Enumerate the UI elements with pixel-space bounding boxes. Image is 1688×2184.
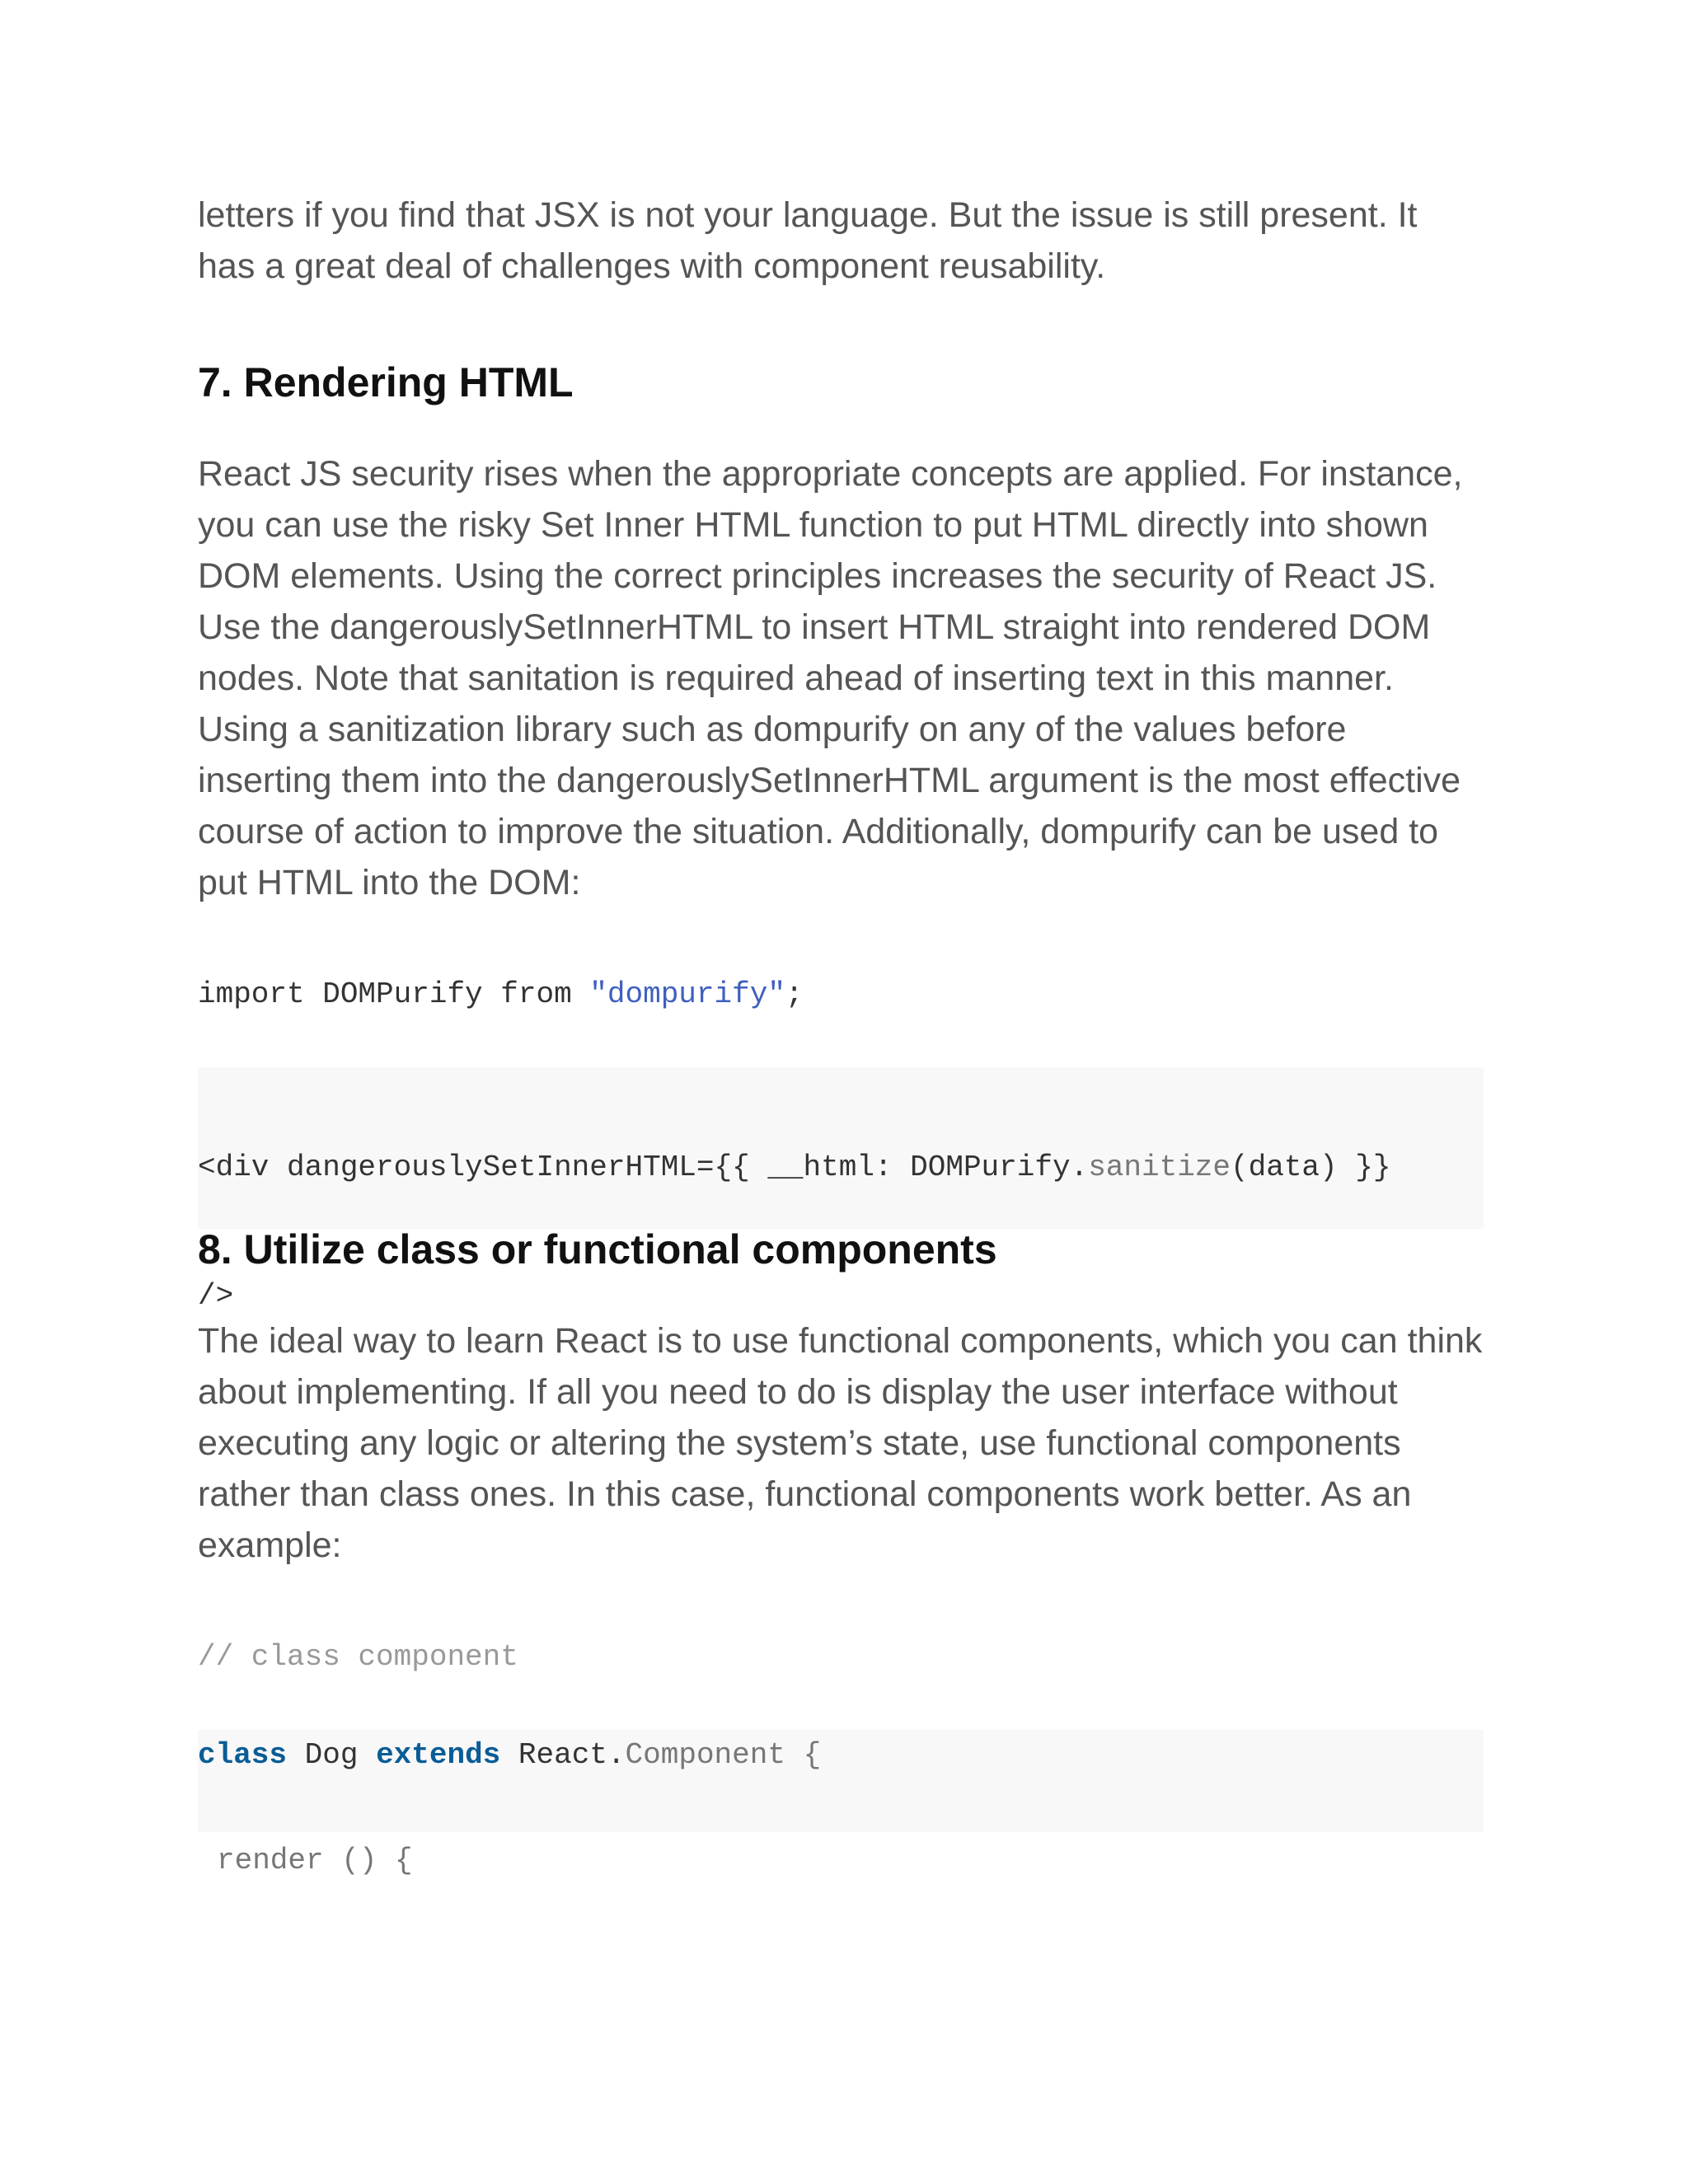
section-8-heading: 8. Utilize class or functional components: [198, 1226, 997, 1272]
code-div-line-1: [198, 1143, 1484, 1193]
code-import-line: [198, 966, 1484, 1024]
code-render-line: render () {: [217, 1844, 413, 1877]
code-div-line-2: />: [198, 1279, 234, 1313]
code-class-line: [198, 1730, 1484, 1832]
section-8-paragraph: The ideal way to learn React is to use functional components, which you can think about implementing. If all you need to do is display the user interface without executing any logic or altering the system’s state, use functional components rather than class ones. In this case, functional components work better. As an example:: [198, 1321, 1483, 1565]
code-div-args: (data) }}: [1231, 1151, 1391, 1184]
code-comment-line: // class component: [198, 1640, 518, 1674]
article-content: [198, 190, 1484, 1890]
code-keyword-class: class: [198, 1738, 288, 1772]
intro-paragraph: letters if you find that JSX is not your language. But the issue is still present. It has a great deal of challenges with component reusability.: [198, 195, 1418, 286]
code-base-member: Component {: [625, 1738, 822, 1772]
code-div-method: sanitize: [1088, 1151, 1231, 1184]
code-base-object: React.: [500, 1738, 626, 1772]
section-7-paragraph: React JS security rises when the appropriate concepts are applied. For instance, you can use the risky Set Inner HTML function to put HTML directly into shown DOM elements. Using the correct principles increases the security of React JS. Use the dangerouslySetInnerHTML to insert HTML straight into rendered DOM nodes. Note that sanitation is required ahead of inserting text in this manner. Using a sanitization library such as dompurify on any of the values before inserting them into the dangerouslySetInnerHTML argument is the most effective course of action to improve the situation. Additionally, dompurify can be used to put HTML into the DOM:: [198, 454, 1463, 902]
code-import-text: import DOMPurify from: [198, 977, 590, 1011]
code-class-name: Dog: [287, 1738, 377, 1772]
code-import-string: "dompurify": [589, 977, 785, 1011]
code-div-open: <div dangerouslySetInnerHTML={{ __html: DOMPurify.: [198, 1151, 1089, 1184]
code-keyword-extends: extends: [376, 1738, 501, 1772]
code-import-semicolon: ;: [785, 977, 804, 1011]
section-7-heading: 7. Rendering HTML: [198, 359, 574, 405]
